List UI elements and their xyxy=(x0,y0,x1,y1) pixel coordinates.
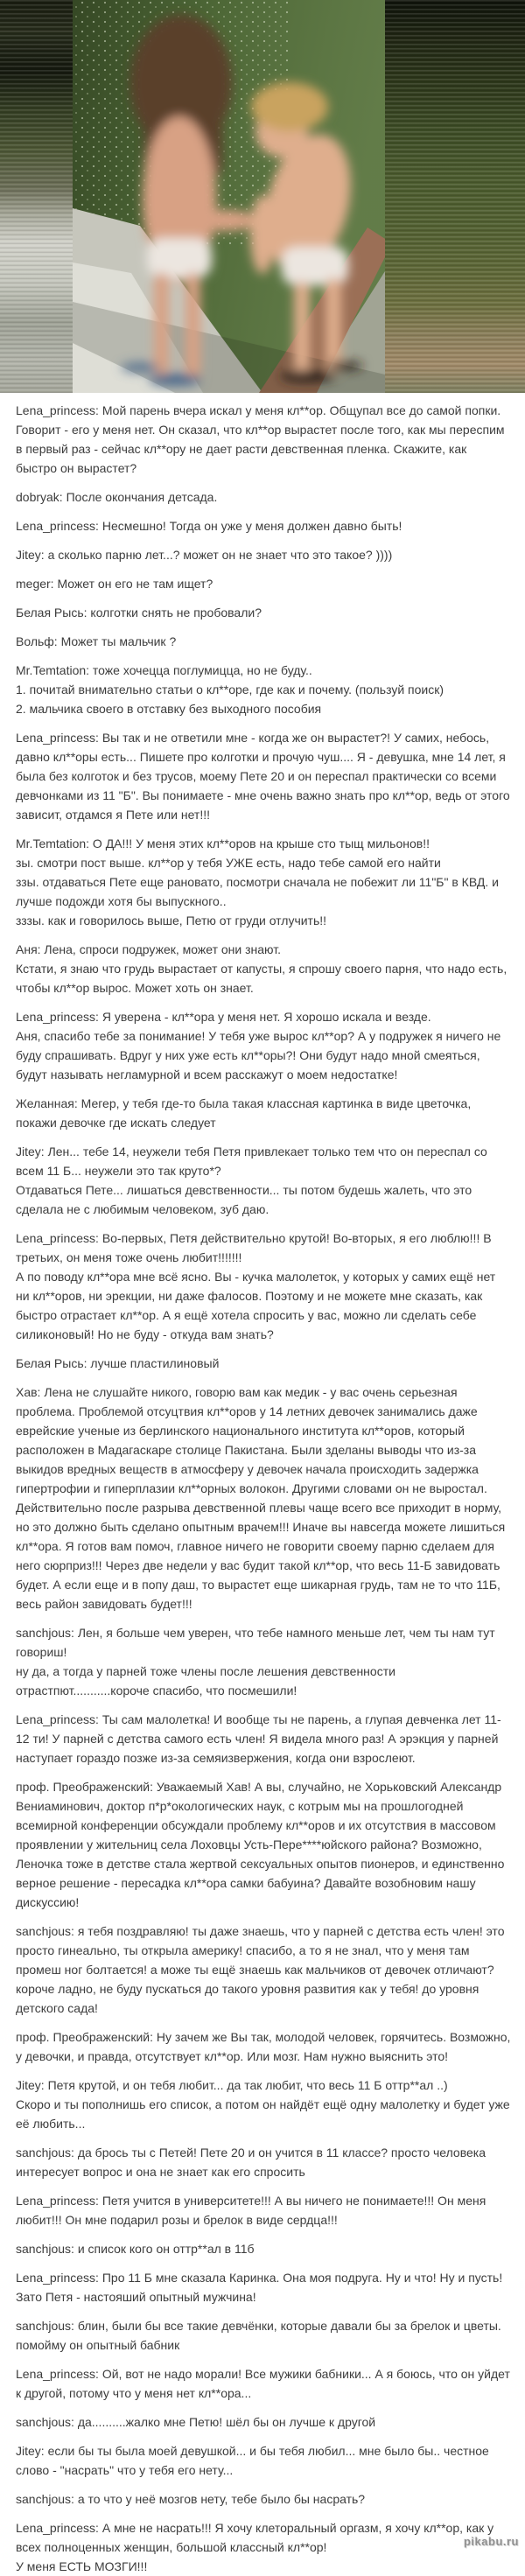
comment-author: meger: xyxy=(16,577,54,591)
comment: Lena_princess: Во-первых, Петя действительно крутой! Во-вторых, я его люблю!!! В третьих, он меня тоже очень любит!!!!!!! А по поводу кл**ора мне всё ясно. Вы - кучка малолеток, у которых у самих ещё нет ни кл**оров, ни эрекции, ни даже фалосов. Поэтому и не можете мне сказать, как быстро отрастает кл**ор. А я ещё хотела спросить у вас, можно ли сделать себе силиконовый! Но не буду - откуда вам знать? xyxy=(16,1231,496,1341)
comment-author: Lena_princess: xyxy=(16,1231,99,1245)
comment-thread xyxy=(0,393,525,2576)
comment: Mr.Temtation: О ДА!!! У меня этих кл**оров на крыше сто тыщ мильонов!! зы. смотри пост выше. кл**ор у тебя УЖЕ есть, надо тебе самой его найти ззы. отдаваться Пете еще рановато, посмотри сначала не побежит ли 11"Б" в КВД. и лучше подожди хотя бы выпускного.. зззы. как и говорилось выше, Петю от груди отлучить!! xyxy=(16,836,499,928)
comment: Mr.Temtation: тоже хочецца поглумицца, но не буду.. 1. почитай внимательно статьи о кл**оре, где как и почему. (пользуй поиск) 2. мальчика своего в отставку без выходного пособия xyxy=(16,663,444,716)
comment-author: sanchjous: xyxy=(16,1924,74,1938)
comment: Белая Рысь: колготки снять не пробовали? xyxy=(16,606,262,620)
comment: meger: Может он его не там ищет? xyxy=(16,577,214,591)
comment: Lena_princess: Петя учится в университете!!! А вы ничего не понимаете!!! Он меня любит!!! Он мне подарил розы и брелок в виде сердца!!! xyxy=(16,2194,486,2227)
comment-author: sanchjous: xyxy=(16,1626,74,1640)
comment: sanchjous: блин, были бы все такие девчёнки, которые давали бы за брелок и цветы. помойму он опытный бабник xyxy=(16,2319,501,2352)
comment-author: Jitey: xyxy=(16,548,45,562)
comment: sanchjous: Лен, я больше чем уверен, что тебе намного меньше лет, чем ты нам тут говориш! ну да, а тогда у парней тоже члены после лешения девственности отрастпют...........короче спасибо, что посмешили! xyxy=(16,1626,495,1698)
comment-author: sanchjous: xyxy=(16,2242,74,2256)
comment-author: Mr.Temtation: xyxy=(16,836,90,850)
comment-author: Белая Рысь: xyxy=(16,606,88,620)
comment-author: Lena_princess: xyxy=(16,2271,99,2285)
comment: Lena_princess: Вы так и не ответили мне - когда же он вырастет?! У самих, небось, давно кл**оры есть... Пишете про колготки и прочую чуш.... Я - девушка, мне 14 лет, я была без колготок и без трусов, моему Пете 20 и он переспал практически со всеми девчонками из 11 "Б". Вы понимаете - мне очень важно знать про кл**ор, ведь от этого зависит, отдамся я Пете или нет!!! xyxy=(16,731,510,822)
comment-author: Mr.Temtation: xyxy=(16,663,90,677)
comment-author: Lena_princess: xyxy=(16,731,99,745)
comment: Lena_princess: Про 11 Б мне сказала Каринка. Она моя подруга. Ну и что! Ну и пусть! Зато Петя - настояший опытный мужчина! xyxy=(16,2271,503,2304)
comment: sanchjous: и список кого он оттр**ал в 11б xyxy=(16,2242,255,2256)
site-watermark: pikabu.ru xyxy=(463,2535,519,2548)
comment: Аня: Лена, спроси подружек, может они знают. Кстати, я знаю что грудь вырастает от капусты, я спрошу своего парня, что надо есть, чтобы кл**ор вырос. Может хоть он знает. xyxy=(16,942,508,995)
comment: проф. Преображенский: Ну зачем же Вы так, молодой человек, горячитесь. Возможно, у девочки, и правда, отсутствует кл**ор. Или мозг. Нам нужно выяснить это! xyxy=(16,2030,511,2063)
comment-author: Lena_princess: xyxy=(16,2194,99,2208)
comment: Jitey: Петя крутой, и он тебя любит... да так любит, что весь 11 Б оттр**ал ..) Скоро и ты пополнишь его список, а потом он найдёт ещё одну малолетку и будет уже её любить... xyxy=(16,2078,510,2131)
comment: sanchjous: да брось ты с Петей! Пете 20 и он учится в 11 классе? просто человека интересует вопрос и она не знает как его спросить xyxy=(16,2146,486,2179)
comment: Вольф: Может ты мальчик ? xyxy=(16,634,177,648)
comment: Lena_princess: А мне не насрать!!! Я хочу клеторальный оргазм, я хочу кл**ор, как у всех полноценных женщин, большой классный кл**ор! У меня ЕСТЬ МОЗГИ!!! xyxy=(16,2521,494,2573)
comment: Желанная: Мегер, у тебя где-то была такая классная картинка в виде цветочка, покажи девочке где искать следует xyxy=(16,1096,472,1130)
comment: Jitey: если бы ты была моей девушкой... и бы тебя любил... мне было бы.. честное слово - "насрать" что у тебя его нету... xyxy=(16,2444,489,2477)
comment: Jitey: Лен... тебе 14, неужели тебя Петя привлекает только тем что он переспал со всем 11 Б... неужели это так круто*? Отдаваться Пете... лишаться девственности... ты потом будешь жалеть, что это сделала не с любимым человеком, зуб даю. xyxy=(16,1144,487,1216)
comment-author: Lena_princess: xyxy=(16,2367,99,2381)
comment-author: Вольф: xyxy=(16,634,58,648)
photo-illustration xyxy=(0,0,525,393)
comment-author: sanchjous: xyxy=(16,2415,74,2429)
post-photo xyxy=(0,0,525,393)
comment-author: Аня: xyxy=(16,942,41,956)
comment: sanchjous: да..........жалко мне Петю! шёл бы он лучше к другой xyxy=(16,2415,376,2429)
comment: Lena_princess: Я уверена - кл**ора у меня нет. Я хорошо искала и везде. Аня, спасибо тебе за понимание! У тебя уже вырос кл**ор? А у подружек я ничего не буду спрашивать. Вдруг у них уже есть кл**оры?! Они будут надо мной смеяться, будут называть негламурной и всем расскажут о моем недостатке! xyxy=(16,1010,501,1082)
comment-author: sanchjous: xyxy=(16,2492,74,2506)
comment: проф. Преображенский: Уважаемый Хав! А вы, случайно, не Хорьковский Александр Вениаминович, доктор п*р*окологических наук, с котрым мы на прошлогодней всемирной конференции обсуждали проблему кл**оров и их отсутствия в массовом проявлении у жительниц села Лоховцы Усть-Пере****юйского района? Возможно, Леночка тоже в детстве стала жертвой сексуальных опытов пионеров, и единственно верное решение - пересадка кл**ора самки бабуина? Давайте возобновим нашу дискуссию! xyxy=(16,1780,505,1909)
comment-author: проф. Преображенский: xyxy=(16,1780,154,1794)
comment-author: Lena_princess: xyxy=(16,1010,99,1024)
comment: Lena_princess: Ты сам малолетка! И вообще ты не парень, а глупая девченка лет 11-12 ти! У парней с детства самого есть член! Я видела много раз! А эрэкция у парней наступает гораздо позже из-за семяизвержения, когда они взрослеют. xyxy=(16,1712,501,1765)
comment: Lena_princess: Несмешно! Тогда он уже у меня должен давно быть! xyxy=(16,519,402,533)
comment-author: dobryak: xyxy=(16,490,63,504)
comment-author: Желанная: xyxy=(16,1096,78,1110)
comment: sanchjous: я тебя поздравляю! ты даже знаешь, что у парней с детства есть член! это просто гинеально, ты открыла америку! спасибо, а то я не знал, что у меня там промеш ног болтается! а може ты ещё знаешь как мальчиков от девочек отличают? короче ладно, не буду пускаться до такого уровня развития как у тебя! до уровня детского сада! xyxy=(16,1924,505,2015)
comment-author: проф. Преображенский: xyxy=(16,2030,154,2044)
comment: Jitey: а сколько парню лет...? может он не знает что это такое? )))) xyxy=(16,548,393,562)
comment-author: sanchjous: xyxy=(16,2319,74,2333)
comment-author: Jitey: xyxy=(16,1144,45,1158)
comment-author: Lena_princess: xyxy=(16,1712,99,1726)
comment: Хав: Лена не слушайте никого, говорю вам как медик - у вас очень серьезная проблема. Проблемой отсуцтвия кл**оров у 14 летних девочек занимались даже еврейские ученые из берлинского национального института кл**оров, который расположен в Мадагаскаре столице Пакистана. Были зделаны выводы что из-за выкидов вредных веществ в атмосферу у девочек начала происходить задержка гипертрофии и гиперплазии кл**орных волокон. Другими словами он не выростал. Действительно после разрыва девственной плевы чаще всего все приходит в норму, но это должно быть сделано опытным врачем!!! Иначе вы навсегда можете лишиться кл**ора. Я готов вам помоч, главное ничего не говорити своему парню сделаем для него сюрприз!!! Через две недели у вас будит такой кл**ор, что весь 11-Б завидовать будет. А если еще и в попу даш, то вырастет еще шикарная грудь, там не то что 11Б, весь район завидовать будет!!! xyxy=(16,1385,506,1611)
comment: Белая Рысь: лучше пластилиновый xyxy=(16,1356,220,1370)
comment: sanchjous: а то что у неё мозгов нету, тебе было бы насрать? xyxy=(16,2492,366,2506)
comment-author: Lena_princess: xyxy=(16,2521,99,2535)
comment: dobryak: После окончания детсада. xyxy=(16,490,218,504)
comment-author: Белая Рысь: xyxy=(16,1356,88,1370)
comment: Lena_princess: Ой, вот не надо морали! Все мужики бабники... А я боюсь, что он уйдет к другой, потому что у меня нет кл**ора... xyxy=(16,2367,510,2400)
comment-author: Jitey: xyxy=(16,2078,45,2092)
comment-author: Хав: xyxy=(16,1385,41,1399)
comment-author: sanchjous: xyxy=(16,2146,74,2160)
comment-author: Jitey: xyxy=(16,2444,45,2458)
comment-author: Lena_princess: xyxy=(16,519,99,533)
comment: Lena_princess: Мой парень вчера искал у меня кл**ор. Общупал все до самой попки. Говорит - его у меня нет. Он сказал, что кл**ор вырастет после того, как мы переспим в первый раз - сейчас кл**ору не дает расти девственная пленка. Скажите, как быстро он вырастет? xyxy=(16,403,505,475)
comment-author: Lena_princess: xyxy=(16,403,99,417)
